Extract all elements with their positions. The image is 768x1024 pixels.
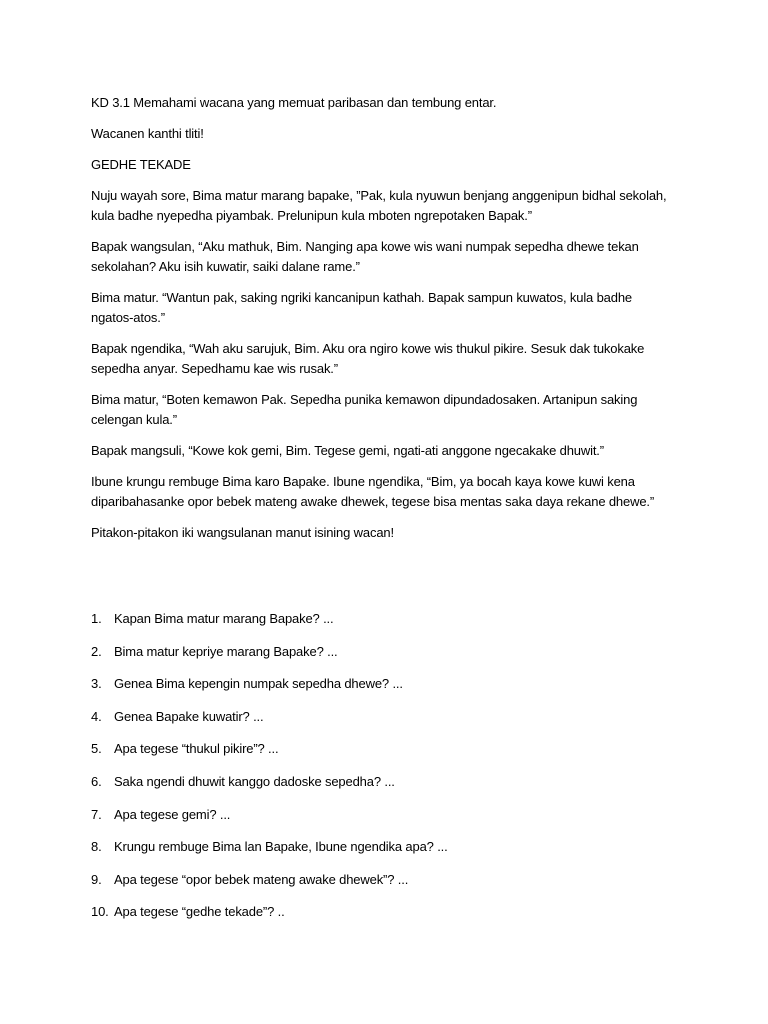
question-number: 5. [91,741,102,757]
question-number: 7. [91,806,102,822]
list-item [91,707,677,727]
list-item [91,642,677,662]
question-text: Krungu rembuge Bima lan Bapake, Ibune ngendika apa? ... [114,839,448,855]
story-paragraph-1: Nuju wayah sore, Bima matur marang bapake, ”Pak, kula nyuwun benjang anggenipun bidhal sekolah, kula badhe nyepedha piyambak. Prelunipun kula mboten ngrepotaken Bapak.” [91,188,667,223]
question-number: 1. [91,611,102,626]
question-number: 9. [91,871,102,887]
story-paragraph-4: Bapak ngendika, “Wah aku sarujuk, Bim. Aku ora ngiro kowe wis thukul pikire. Sesuk dak tukokake sepedha anyar. Sepedhamu kae wis rusak.” [91,341,645,376]
question-number: 4. [91,708,102,724]
story-paragraph-3: Bima matur. “Wantun pak, saking ngriki kancanipun kathah. Bapak sampun kuwatos, kula badhe ngatos-atos.” [91,290,633,325]
list-item [91,739,677,759]
questions-instruction: Pitakon-pitakon iki wangsulanan manut isining wacan! [91,525,394,540]
story-paragraph-2: Bapak wangsulan, “Aku mathuk, Bim. Nanging apa kowe wis wani numpak sepedha dhewe tekan sekolahan? Aku isih kuwatir, saiki dalane rame.” [91,239,639,274]
reading-instruction: Wacanen kanthi tliti! [91,126,204,141]
question-text: Saka ngendi dhuwit kanggo dadoske sepedha? ... [114,773,395,789]
story-paragraph-7: Ibune krungu rembuge Bima karo Bapake. Ibune ngendika, “Bim, ya bocah kaya kowe kuwi kena diparibahasanke opor bebek mateng awake dhewek, tegese bisa mentas saka daya rekane dhewe.” [91,474,655,509]
story-title: GEDHE TEKADE [91,157,191,172]
list-item [91,870,677,890]
story-paragraph-5: Bima matur, “Boten kemawon Pak. Sepedha punika kemawon dipundadosaken. Artanipun saking celengan kula.” [91,392,638,427]
list-item [91,837,677,857]
question-number: 8. [91,839,102,855]
competency-header: KD 3.1 Memahami wacana yang memuat paribasan dan tembung entar. [91,95,497,110]
question-list [91,609,677,935]
question-text: Apa tegese gemi? ... [114,806,231,822]
question-text: Apa tegese “gedhe tekade”? .. [114,904,285,920]
question-text: Bima matur kepriye marang Bapake? ... [114,643,338,659]
question-text: Kapan Bima matur marang Bapake? ... [114,611,334,626]
question-number: 6. [91,773,102,789]
question-text: Genea Bapake kuwatir? ... [114,708,264,724]
question-number: 10. [91,904,109,920]
question-text: Apa tegese “opor bebek mateng awake dhewek”? ... [114,871,409,887]
list-item [91,609,677,629]
list-item [91,902,677,922]
list-item [91,674,677,694]
list-item [91,805,677,825]
question-text: Apa tegese “thukul pikire”? ... [114,741,279,757]
document-body [91,93,677,553]
question-text: Genea Bima kepengin numpak sepedha dhewe? ... [114,676,403,692]
question-number: 3. [91,676,102,692]
question-number: 2. [91,643,102,659]
list-item [91,772,677,792]
story-paragraph-6: Bapak mangsuli, “Kowe kok gemi, Bim. Tegese gemi, ngati-ati anggone ngecakake dhuwit.” [91,443,604,458]
